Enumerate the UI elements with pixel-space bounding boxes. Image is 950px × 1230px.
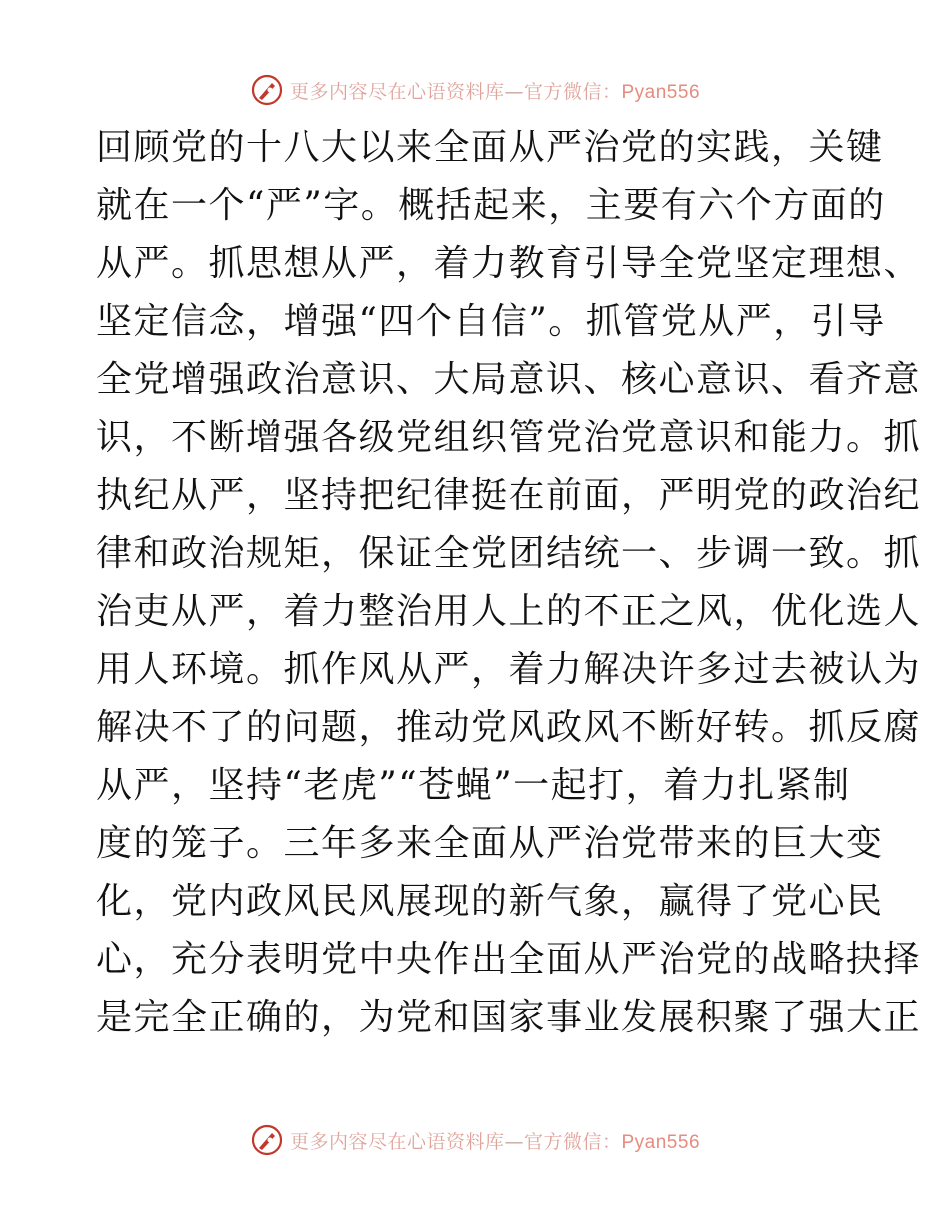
text-line: 全党增强政治意识、大局意识、核心意识、看齐意 bbox=[96, 359, 922, 400]
footer-watermark bbox=[0, 1120, 950, 1160]
text-line: 心，充分表明党中央作出全面从严治党的战略抉择 bbox=[96, 939, 922, 980]
pen-nib-logo-icon bbox=[250, 1123, 284, 1157]
text-line: 识，不断增强各级党组织管党治党意识和能力。抓 bbox=[96, 417, 922, 458]
text-line: 从严。抓思想从严，着力教育引导全党坚定理想、 bbox=[96, 243, 922, 284]
watermark-wechat-id: Pyan556 bbox=[621, 81, 701, 103]
watermark-site-text: 更多内容尽在心语资料库 bbox=[289, 80, 505, 103]
text-line: 化，党内政风民风展现的新气象，赢得了党心民 bbox=[96, 881, 884, 922]
text-line: 回顾党的十八大以来全面从严治党的实践，关键 bbox=[96, 127, 884, 168]
watermark-separator: — bbox=[504, 1130, 524, 1153]
text-line: 解决不了的问题，推动党风政风不断好转。抓反腐 bbox=[96, 707, 922, 748]
watermark-wechat-label: 官方微信： bbox=[523, 1130, 622, 1153]
text-line: 用人环境。抓作风从严，着力解决许多过去被认为 bbox=[96, 649, 922, 690]
watermark-wechat-id: Pyan556 bbox=[621, 1131, 701, 1153]
text-line: 从严，坚持“老虎”“苍蝇”一起打，着力扎紧制 bbox=[96, 765, 851, 806]
watermark-wechat-label: 官方微信： bbox=[523, 80, 622, 103]
pen-nib-logo-icon bbox=[250, 73, 284, 107]
watermark-site-text: 更多内容尽在心语资料库 bbox=[289, 1130, 505, 1153]
header-watermark bbox=[0, 70, 950, 110]
text-line: 执纪从严，坚持把纪律挺在前面，严明党的政治纪 bbox=[96, 475, 922, 516]
document-body bbox=[96, 119, 922, 1047]
text-line: 律和政治规矩，保证全党团结统一、步调一致。抓 bbox=[96, 533, 922, 574]
watermark-text bbox=[290, 77, 700, 104]
watermark-separator: — bbox=[504, 80, 524, 103]
text-line: 度的笼子。三年多来全面从严治党带来的巨大变 bbox=[96, 823, 884, 864]
text-line: 就在一个“严”字。概括起来，主要有六个方面的 bbox=[96, 185, 886, 226]
text-line: 治吏从严，着力整治用人上的不正之风，优化选人 bbox=[96, 591, 922, 632]
watermark-text bbox=[290, 1127, 700, 1154]
text-line: 坚定信念，增强“四个自信”。抓管党从严，引导 bbox=[96, 301, 886, 342]
text-line: 是完全正确的，为党和国家事业发展积聚了强大正 bbox=[96, 997, 922, 1038]
